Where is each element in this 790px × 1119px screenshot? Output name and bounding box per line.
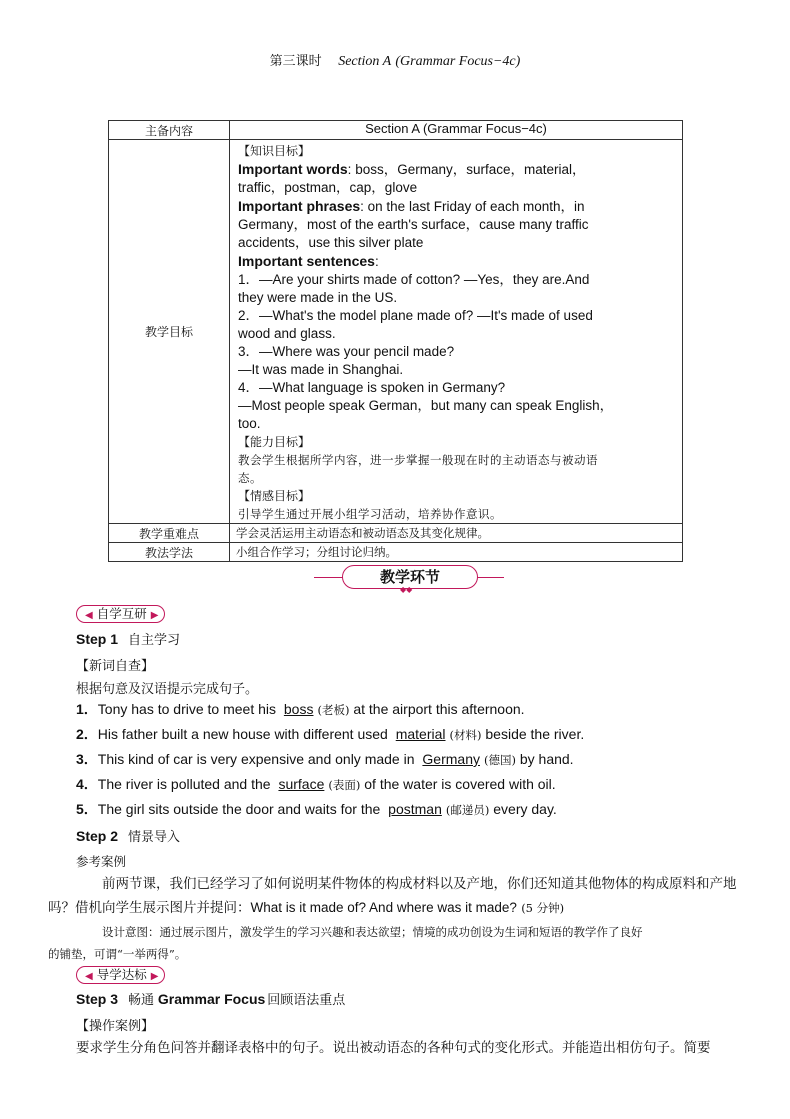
sentences-label: Important sentences [238, 253, 375, 269]
step3-heading [76, 989, 744, 1011]
section-banner [314, 563, 504, 593]
banner-title: 教学环节 [342, 565, 478, 589]
emotion-text: 引导学生通过开展小组学习活动，培养协作意识。 [238, 507, 502, 521]
item-text-end: at the airport this afternoon. [349, 701, 525, 717]
triangle-right-icon: ▶ [150, 971, 159, 982]
item-text: The girl sits outside the door and waits for the [97, 801, 385, 817]
words-label: Important words [238, 161, 348, 177]
item-number: 5． [76, 801, 98, 817]
sentence-1b: they were made in the US. [238, 290, 398, 305]
step3-title-en: Grammar Focus [157, 991, 266, 1007]
knowledge-tag: 【知识目标】 [238, 144, 311, 158]
step1-label: Step 1 [76, 631, 119, 647]
words-line: Important words: boss，Germany，surface，material， [238, 161, 586, 177]
item-text-end: of the water is covered with oil. [360, 776, 556, 792]
sentence-2a: 2．—What's the model plane made of? —It's made of used [238, 308, 593, 323]
step2-heading [76, 826, 744, 848]
ability-text-2: 态。 [238, 471, 262, 485]
step2-title: 情景导入 [128, 830, 181, 845]
list-item [76, 772, 744, 797]
section-tag-label: 自学互研 [96, 606, 147, 621]
sentence-2b: wood and glass. [238, 326, 336, 341]
step3-label: Step 3 [76, 991, 119, 1007]
goal-label: 教学目标 [109, 140, 230, 524]
item-text-end: every day. [489, 801, 557, 817]
item-text: Tony has to drive to meet his [97, 701, 280, 717]
step3-title-a: 畅通 [128, 993, 155, 1008]
step1-heading [76, 629, 744, 651]
item-number: 4． [76, 776, 98, 792]
sentence-1a: 1．—Are your shirts made of cotton? —Yes，they are.And [238, 272, 590, 287]
table-row [109, 524, 683, 543]
item-answer: surface [278, 776, 325, 792]
sentence-3b: —It was made in Shanghai. [238, 362, 404, 377]
item-text: This kind of car is very expensive and only made in [97, 751, 419, 767]
section-tag-label: 导学达标 [96, 967, 147, 982]
table-row [109, 140, 683, 524]
case-time: (5 分钟) [521, 901, 565, 915]
table-row [109, 121, 683, 140]
item-hint: (材料) [449, 728, 482, 742]
words-text: boss，Germany，surface，material， [355, 162, 586, 177]
phrases-text: on the last Friday of each month，in [367, 199, 585, 214]
item-hint: (表面) [328, 778, 361, 792]
list-item [76, 747, 744, 772]
design-line-1: 设计意图：通过展示图片，激发学生的学习兴趣和表达欲望；情境的成功创设为生词和短语的教学作了良好 [102, 925, 643, 939]
section-range: (Grammar Focus−4c) [395, 54, 521, 69]
key-value: 学会灵活运用主动语态和被动语态及其变化规律。 [230, 524, 683, 543]
case-line-1: 前两节课，我们已经学习了如何说明某件物体的构成材料以及产地，你们还知道其他物体的构成原料和产地 [102, 876, 737, 892]
item-number: 2． [76, 726, 98, 742]
triangle-right-icon: ▶ [150, 610, 159, 621]
op-line: 要求学生分角色问答并翻译表格中的句子。说出被动语态的各种句式的变化形式。并能造出相仿句子。简要 [76, 1040, 711, 1056]
item-number: 3． [76, 751, 98, 767]
item-answer: material [395, 726, 446, 742]
sentence-4c: too. [238, 416, 261, 431]
method-value: 小组合作学习；分组讨论归纳。 [230, 543, 683, 562]
case-tag: 参考案例 [76, 854, 127, 869]
case-line-2 [48, 896, 744, 920]
lesson-plan-table [108, 120, 683, 562]
section2-body [76, 989, 744, 1060]
item-hint: (德国) [483, 753, 516, 767]
exercise-list [76, 697, 744, 822]
triangle-left-icon: ◀ [85, 971, 93, 982]
header-value: Section A (Grammar Focus−4c) [230, 121, 683, 140]
table-row [109, 543, 683, 562]
phrases-label: Important phrases [238, 198, 361, 214]
emotion-tag: 【情感目标】 [238, 489, 311, 503]
words-text-2: traffic，postman，cap，glove [238, 180, 418, 195]
section-tag-guided [76, 966, 165, 984]
section-tag-self-study [76, 605, 165, 623]
step2-label: Step 2 [76, 828, 119, 844]
phrases-text-2: Germany，most of the earth's surface，cause many traffic [238, 217, 589, 232]
design-line-2: 的铺垫，可谓“一举两得”。 [48, 947, 187, 961]
diamond-icon: ◆◆ [400, 585, 413, 594]
item-answer: boss [283, 701, 314, 717]
op-tag: 【操作案例】 [76, 1019, 155, 1034]
list-item [76, 797, 744, 822]
list-item [76, 722, 744, 747]
triangle-left-icon: ◀ [85, 610, 93, 621]
banner-line-left [314, 577, 344, 578]
key-label: 教学重难点 [109, 524, 230, 543]
section1-body [48, 629, 744, 964]
item-text-end: by hand. [515, 751, 574, 767]
ability-tag: 【能力目标】 [238, 435, 311, 449]
item-answer: Germany [422, 751, 480, 767]
method-label: 教法学法 [109, 543, 230, 562]
case-line-2-en: What is it made of? And where was it made? [250, 900, 517, 915]
lesson-number: 第三课时 [269, 54, 322, 69]
header-label: 主备内容 [109, 121, 230, 140]
section-name: Section A [338, 54, 392, 69]
sentences-line: Important sentences: [238, 253, 379, 269]
new-words-tag: 【新词自查】 [76, 659, 155, 674]
step3-title-b: 回顾语法重点 [267, 993, 346, 1008]
sentence-4b: —Most people speak German，but many can speak English， [238, 398, 614, 413]
item-text-end: beside the river. [481, 726, 585, 742]
item-number: 1． [76, 701, 98, 717]
case-line-2-cn: 吗？借机向学生展示图片并提问： [48, 900, 251, 916]
step1-title: 自主学习 [128, 633, 181, 648]
phrases-text-3: accidents，use this silver plate [238, 235, 424, 250]
banner-line-right [474, 577, 504, 578]
list-item [76, 697, 744, 722]
sentence-3a: 3．—Where was your pencil made? [238, 344, 455, 359]
page-title [0, 50, 790, 70]
sentence-4a: 4．—What language is spoken in Germany? [238, 380, 506, 395]
ability-text: 教会学生根据所学内容，进一步掌握一般现在时的主动语态与被动语 [238, 453, 598, 467]
item-text: The river is polluted and the [97, 776, 275, 792]
item-hint: (老板) [317, 703, 350, 717]
instruction: 根据句意及汉语提示完成句子。 [76, 682, 259, 697]
item-hint: (邮递员) [445, 803, 490, 817]
item-text: His father built a new house with different used [97, 726, 392, 742]
goal-content [230, 140, 683, 524]
phrases-line: Important phrases: on the last Friday of each month，in [238, 198, 585, 214]
item-answer: postman [388, 801, 442, 817]
